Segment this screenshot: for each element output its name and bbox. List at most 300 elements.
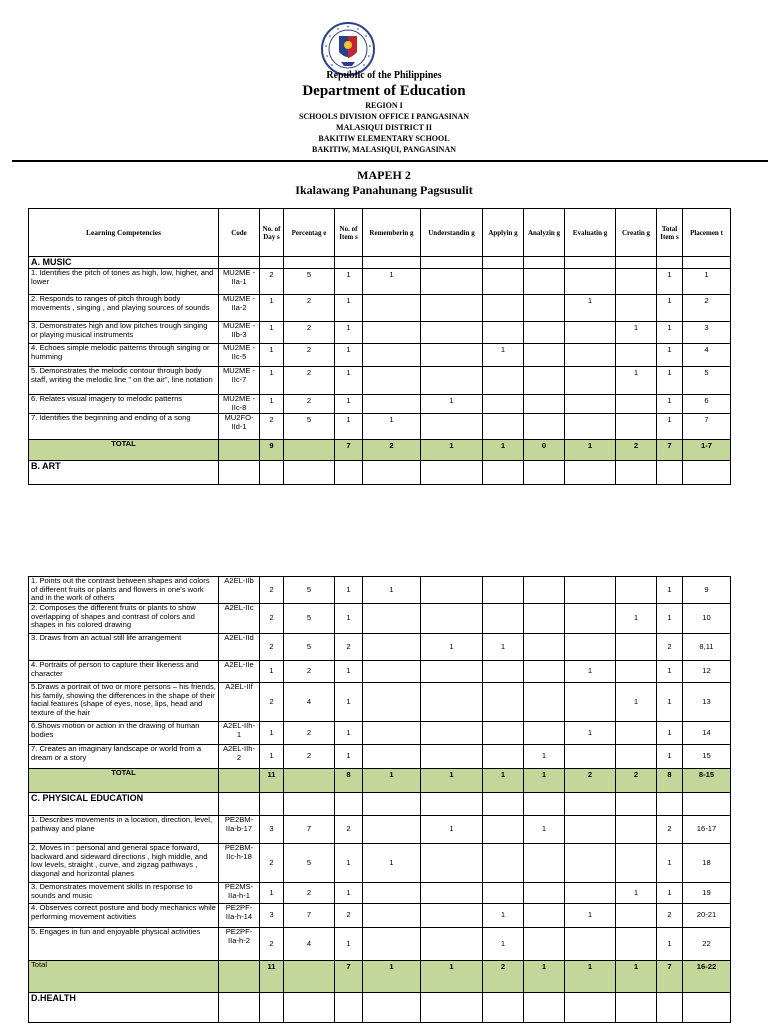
subject-title: MAPEH 2 (357, 168, 411, 182)
remembering-cell: 1 (363, 414, 421, 440)
analyzing-cell (524, 604, 565, 634)
code-cell: MU2ME -IIb-3 (219, 322, 260, 344)
analyzing-cell (524, 928, 565, 961)
evaluating-cell (565, 634, 616, 661)
total-items-cell: 8 (335, 769, 363, 793)
remembering-cell (363, 322, 421, 344)
total-items-cell: 1 (657, 344, 683, 367)
understanding-cell (421, 577, 483, 604)
placement-cell: 3 (683, 322, 731, 344)
empty-cell (657, 257, 683, 269)
table-row (29, 661, 731, 683)
creating-cell (616, 395, 657, 414)
total-evaluating-cell: 1 (565, 961, 616, 993)
percentage-cell: 2 (284, 295, 335, 322)
creating-cell (616, 844, 657, 883)
col-header-percentage: Percentag e (284, 209, 335, 257)
understanding-cell (421, 604, 483, 634)
percentage-cell: 5 (284, 604, 335, 634)
days-cell: 2 (260, 414, 284, 440)
applying-cell: 1 (483, 634, 524, 661)
total-applying-cell: 1 (483, 440, 524, 461)
table-row (29, 634, 731, 661)
total-items-cell: 7 (335, 961, 363, 993)
total-days-cell: 9 (260, 440, 284, 461)
total-items-cell: 2 (657, 904, 683, 928)
code-cell: PE2PF-IIa-h-14 (219, 904, 260, 928)
applying-cell (483, 844, 524, 883)
empty-cell (524, 793, 565, 816)
percentage-cell: 4 (284, 928, 335, 961)
total-label: TOTAL (29, 769, 219, 793)
total-analyzing-cell: 0 (524, 440, 565, 461)
analyzing-cell (524, 722, 565, 745)
evaluating-cell (565, 683, 616, 722)
evaluating-cell: 1 (565, 661, 616, 683)
evaluating-cell (565, 395, 616, 414)
placement-cell: 5 (683, 367, 731, 395)
applying-cell (483, 295, 524, 322)
section-music (29, 257, 731, 269)
creating-cell: 1 (616, 604, 657, 634)
table-row (29, 816, 731, 844)
empty-cell (335, 461, 363, 485)
items-cell: 1 (335, 661, 363, 683)
applying-cell: 1 (483, 344, 524, 367)
evaluating-cell (565, 844, 616, 883)
col-header-items: No. of Item s (335, 209, 363, 257)
empty-cell (284, 793, 335, 816)
code-cell: A2EL-IIe (219, 661, 260, 683)
empty-cell (565, 793, 616, 816)
remembering-cell: 1 (363, 844, 421, 883)
section-title: C. PHYSICAL EDUCATION (29, 793, 219, 816)
days-cell: 1 (260, 395, 284, 414)
percentage-cell: 5 (284, 634, 335, 661)
remembering-cell (363, 722, 421, 745)
analyzing-cell (524, 661, 565, 683)
placement-cell: 10 (683, 604, 731, 634)
table-row (29, 722, 731, 745)
placement-cell: 8,11 (683, 634, 731, 661)
placement-cell: 15 (683, 745, 731, 769)
analyzing-cell (524, 295, 565, 322)
items-cell: 1 (335, 604, 363, 634)
table-header-row (29, 209, 731, 257)
applying-cell (483, 883, 524, 904)
empty-cell (616, 461, 657, 485)
total-items-cell: 1 (657, 683, 683, 722)
items-cell: 1 (335, 683, 363, 722)
competency-cell: 1. Points out the contrast between shapes and colors of different fruits or plants and flowers in one's work and in the work of others (29, 577, 219, 604)
empty-cell (483, 793, 524, 816)
days-cell: 2 (260, 683, 284, 722)
analyzing-cell (524, 395, 565, 414)
remembering-cell (363, 683, 421, 722)
competency-cell: 6. Relates visual imagery to melodic patterns (29, 395, 219, 414)
percentage-cell: 5 (284, 844, 335, 883)
applying-cell (483, 604, 524, 634)
items-cell: 1 (335, 928, 363, 961)
code-cell: MU2ME -IIc-8 (219, 395, 260, 414)
applying-cell (483, 322, 524, 344)
col-header-days: No. of Day s (260, 209, 284, 257)
total-understanding-cell: 1 (421, 961, 483, 993)
evaluating-cell (565, 928, 616, 961)
placement-cell: 1 (683, 269, 731, 295)
total-items-cell: 1 (657, 295, 683, 322)
competency-cell: 7. Creates an imaginary landscape or world from a dream or a story (29, 745, 219, 769)
remembering-cell (363, 367, 421, 395)
remembering-cell (363, 395, 421, 414)
table-row (29, 269, 731, 295)
creating-cell (616, 577, 657, 604)
placement-cell: 18 (683, 844, 731, 883)
days-cell: 2 (260, 604, 284, 634)
table-row (29, 577, 731, 604)
remembering-cell (363, 604, 421, 634)
days-cell: 1 (260, 295, 284, 322)
code-cell: A2EL-IIh-2 (219, 745, 260, 769)
total-total-items-cell: 7 (657, 440, 683, 461)
total-creating-cell: 2 (616, 769, 657, 793)
empty-cell (219, 793, 260, 816)
total-remembering-cell: 1 (363, 961, 421, 993)
items-cell: 1 (335, 745, 363, 769)
analyzing-cell (524, 344, 565, 367)
total-items-cell: 1 (657, 269, 683, 295)
empty-cell (524, 993, 565, 1023)
percentage-cell: 2 (284, 322, 335, 344)
code-cell: A2EL-IIc (219, 604, 260, 634)
applying-cell (483, 745, 524, 769)
tos-table-music (28, 208, 731, 485)
creating-cell (616, 745, 657, 769)
percentage-cell: 2 (284, 722, 335, 745)
total-items-cell: 1 (657, 883, 683, 904)
items-cell: 1 (335, 722, 363, 745)
empty-cell (219, 461, 260, 485)
creating-cell (616, 661, 657, 683)
total-items-cell: 7 (335, 440, 363, 461)
empty-cell (421, 793, 483, 816)
creating-cell (616, 295, 657, 322)
col-header-applying: Applyin g (483, 209, 524, 257)
days-cell: 3 (260, 816, 284, 844)
code-cell: MU2ME -IIa-2 (219, 295, 260, 322)
percentage-cell: 7 (284, 816, 335, 844)
items-cell: 1 (335, 322, 363, 344)
evaluating-cell (565, 577, 616, 604)
col-header-analyzing: Analyzin g (524, 209, 565, 257)
placement-cell: 14 (683, 722, 731, 745)
empty-cell (421, 461, 483, 485)
creating-cell (616, 414, 657, 440)
empty-cell (219, 257, 260, 269)
empty-cell (284, 993, 335, 1023)
section-title: A. MUSIC (29, 257, 219, 269)
remembering-cell (363, 295, 421, 322)
remembering-cell: 1 (363, 577, 421, 604)
table-row (29, 928, 731, 961)
analyzing-cell (524, 414, 565, 440)
creating-cell (616, 344, 657, 367)
days-cell: 1 (260, 883, 284, 904)
competency-cell: 2. Responds to ranges of pitch through body movements , singing , and playing sources of sounds (29, 295, 219, 322)
analyzing-cell: 1 (524, 745, 565, 769)
total-creating-cell: 2 (616, 440, 657, 461)
evaluating-cell (565, 604, 616, 634)
percentage-cell: 5 (284, 414, 335, 440)
creating-cell: 1 (616, 367, 657, 395)
applying-cell (483, 395, 524, 414)
remembering-cell (363, 928, 421, 961)
empty-cell (683, 461, 731, 485)
evaluating-cell (565, 344, 616, 367)
division-line: SCHOOLS DIVISION OFFICE I PANGASINAN (298, 112, 470, 121)
creating-cell (616, 816, 657, 844)
tos-table-art-pe-health (28, 576, 731, 1023)
analyzing-cell (524, 269, 565, 295)
total-items-cell: 2 (657, 634, 683, 661)
col-header-code: Code (219, 209, 260, 257)
total-placement-cell: 8-15 (683, 769, 731, 793)
total-analyzing-cell: 1 (524, 961, 565, 993)
evaluating-cell (565, 322, 616, 344)
creating-cell (616, 634, 657, 661)
section-title: D.HEALTH (29, 993, 219, 1023)
total-items-cell: 1 (657, 577, 683, 604)
empty-cell (284, 257, 335, 269)
items-cell: 1 (335, 395, 363, 414)
evaluating-cell: 1 (565, 722, 616, 745)
empty-cell (284, 461, 335, 485)
empty-cell (260, 793, 284, 816)
applying-cell (483, 269, 524, 295)
empty-cell (335, 993, 363, 1023)
placement-cell: 4 (683, 344, 731, 367)
placement-cell: 13 (683, 683, 731, 722)
department-title: Department of Education (302, 83, 466, 99)
evaluating-cell (565, 745, 616, 769)
days-cell: 2 (260, 269, 284, 295)
applying-cell (483, 414, 524, 440)
total-evaluating-cell: 1 (565, 440, 616, 461)
col-header-remembering: Rememberin g (363, 209, 421, 257)
items-cell: 1 (335, 269, 363, 295)
total-items-cell: 1 (657, 745, 683, 769)
understanding-cell: 1 (421, 395, 483, 414)
table-row (29, 367, 731, 395)
items-cell: 1 (335, 414, 363, 440)
competency-cell: 3. Demonstrates movement skills in response to sounds and music (29, 883, 219, 904)
total-row (29, 769, 731, 793)
empty-cell (363, 993, 421, 1023)
placement-cell: 22 (683, 928, 731, 961)
total-items-cell: 1 (657, 322, 683, 344)
total-items-cell: 1 (657, 722, 683, 745)
empty-cell (363, 793, 421, 816)
deped-seal-logo (321, 22, 375, 76)
empty-cell (524, 461, 565, 485)
col-header-placement: Placemen t (683, 209, 731, 257)
empty-cell (616, 993, 657, 1023)
remembering-cell (363, 816, 421, 844)
header-divider (12, 160, 768, 162)
code-cell: A2EL-IIf (219, 683, 260, 722)
competency-cell: 1. Identifies the pitch of tones as high, low, higher, and lower (29, 269, 219, 295)
days-cell: 3 (260, 904, 284, 928)
empty-cell (657, 793, 683, 816)
empty-cell (219, 993, 260, 1023)
understanding-cell (421, 844, 483, 883)
empty-cell (565, 257, 616, 269)
total-row (29, 440, 731, 461)
analyzing-cell (524, 577, 565, 604)
competency-cell: 1. Describes movements in a location, direction, level, pathway and plane (29, 816, 219, 844)
code-cell: PE2PF-IIa-h-2 (219, 928, 260, 961)
table-row (29, 295, 731, 322)
table-row (29, 745, 731, 769)
understanding-cell (421, 883, 483, 904)
percentage-cell: 2 (284, 745, 335, 769)
days-cell: 1 (260, 344, 284, 367)
analyzing-cell: 1 (524, 816, 565, 844)
placement-cell: 9 (683, 577, 731, 604)
empty-cell (260, 257, 284, 269)
percentage-cell: 2 (284, 344, 335, 367)
days-cell: 2 (260, 928, 284, 961)
competency-cell: 7. Identifies the beginning and ending of a song (29, 414, 219, 440)
evaluating-cell (565, 414, 616, 440)
republic-line: Republic of the Philippines (326, 70, 442, 81)
table-row (29, 683, 731, 722)
evaluating-cell: 1 (565, 904, 616, 928)
percentage-cell: 5 (284, 577, 335, 604)
days-cell: 2 (260, 844, 284, 883)
understanding-cell (421, 683, 483, 722)
analyzing-cell (524, 322, 565, 344)
empty-cell (363, 461, 421, 485)
creating-cell (616, 269, 657, 295)
competency-cell: 5.Draws a portrait of two or more persons – his friends, his family, showing the differences in the shape of their facial features (shape of eyes, nose, lips, head and texture of the hair (29, 683, 219, 722)
code-cell: A2EL-IIb (219, 577, 260, 604)
remembering-cell (363, 745, 421, 769)
empty-cell (657, 461, 683, 485)
analyzing-cell (524, 634, 565, 661)
code-cell: MU2FO-IId-1 (219, 414, 260, 440)
empty-cell (421, 257, 483, 269)
code-cell: MU2ME -IIc-7 (219, 367, 260, 395)
understanding-cell (421, 414, 483, 440)
applying-cell: 1 (483, 904, 524, 928)
empty-cell (260, 461, 284, 485)
total-code-cell (219, 440, 260, 461)
creating-cell (616, 722, 657, 745)
days-cell: 1 (260, 661, 284, 683)
competency-cell: 4. Observes correct posture and body mechanics while performing movement activities (29, 904, 219, 928)
school-line: BAKITIW ELEMENTARY SCHOOL (318, 134, 450, 143)
code-cell: A2EL-IId (219, 634, 260, 661)
items-cell: 1 (335, 577, 363, 604)
competency-cell: 3. Draws from an actual still life arrangement (29, 634, 219, 661)
analyzing-cell (524, 883, 565, 904)
items-cell: 1 (335, 367, 363, 395)
remembering-cell (363, 904, 421, 928)
understanding-cell (421, 295, 483, 322)
empty-cell (483, 257, 524, 269)
applying-cell (483, 367, 524, 395)
understanding-cell (421, 269, 483, 295)
region-line: REGION I (365, 101, 403, 110)
applying-cell (483, 683, 524, 722)
percentage-cell: 2 (284, 367, 335, 395)
days-cell: 2 (260, 634, 284, 661)
competency-cell: 5. Demonstrates the melodic contour through body staff, writing the melodic line " on the air", line notation (29, 367, 219, 395)
placement-cell: 2 (683, 295, 731, 322)
placement-cell: 19 (683, 883, 731, 904)
total-applying-cell: 2 (483, 961, 524, 993)
understanding-cell: 1 (421, 634, 483, 661)
remembering-cell (363, 634, 421, 661)
days-cell: 1 (260, 722, 284, 745)
percentage-cell: 2 (284, 661, 335, 683)
understanding-cell (421, 928, 483, 961)
total-placement-cell: 16-22 (683, 961, 731, 993)
creating-cell: 1 (616, 683, 657, 722)
total-understanding-cell: 1 (421, 440, 483, 461)
total-percentage-cell (284, 440, 335, 461)
total-days-cell: 11 (260, 769, 284, 793)
total-total-items-cell: 8 (657, 769, 683, 793)
analyzing-cell (524, 844, 565, 883)
items-cell: 1 (335, 883, 363, 904)
empty-cell (363, 257, 421, 269)
total-label: Total (29, 961, 219, 993)
total-total-items-cell: 7 (657, 961, 683, 993)
total-percentage-cell (284, 769, 335, 793)
evaluating-cell (565, 367, 616, 395)
evaluating-cell (565, 269, 616, 295)
percentage-cell: 7 (284, 904, 335, 928)
section-title: B. ART (29, 461, 219, 485)
items-cell: 2 (335, 634, 363, 661)
total-code-cell (219, 769, 260, 793)
total-analyzing-cell: 1 (524, 769, 565, 793)
empty-cell (616, 793, 657, 816)
empty-cell (483, 993, 524, 1023)
col-header-total-items: Total Item s (657, 209, 683, 257)
district-line: MALASIQUI DISTRICT II (336, 123, 432, 132)
competency-cell: 4. Echoes simple melodic patterns through singing or humming (29, 344, 219, 367)
empty-cell (335, 257, 363, 269)
table-row (29, 322, 731, 344)
empty-cell (421, 993, 483, 1023)
code-cell: A2EL-IIh-1 (219, 722, 260, 745)
empty-cell (683, 993, 731, 1023)
remembering-cell (363, 661, 421, 683)
days-cell: 2 (260, 577, 284, 604)
evaluating-cell (565, 883, 616, 904)
remembering-cell: 1 (363, 269, 421, 295)
table-row (29, 844, 731, 883)
items-cell: 2 (335, 816, 363, 844)
empty-cell (565, 461, 616, 485)
empty-cell (683, 257, 731, 269)
total-remembering-cell: 2 (363, 440, 421, 461)
total-label: TOTAL (29, 440, 219, 461)
total-placement-cell: 1-7 (683, 440, 731, 461)
